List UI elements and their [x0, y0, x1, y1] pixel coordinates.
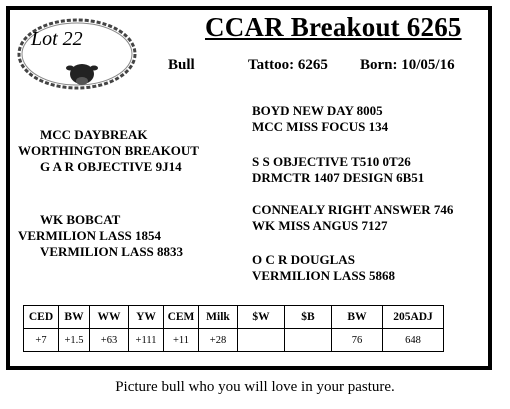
pedigree-dd-sire: O C R DOUGLAS [252, 252, 355, 267]
animal-title: CCAR Breakout 6265 [205, 12, 462, 42]
epd-header-weaned-value: $W [238, 306, 285, 329]
pedigree-pg-sire: S S OBJECTIVE T510 0T26 [252, 154, 411, 169]
pedigree-sire-dam: MCC MISS FOCUS 134 [252, 119, 389, 134]
epd-value-milk: +28 [199, 329, 238, 352]
pedigree-pg-dam: DRMCTR 1407 DESIGN 6B51 [252, 170, 425, 185]
epd-value-ww: +63 [90, 329, 129, 352]
epd-value-205adj: 648 [383, 329, 444, 352]
pedigree-dd-dam: VERMILION LASS 5868 [252, 268, 396, 283]
pedigree-sire: MCC DAYBREAK [40, 127, 148, 142]
pedigree-sire-sire: BOYD NEW DAY 8005 [252, 103, 383, 118]
lot-logo [14, 14, 140, 94]
epd-header-cem: CEM [164, 306, 199, 329]
epd-header-ww: WW [90, 306, 129, 329]
epd-header-yw: YW [129, 306, 164, 329]
epd-value-actual-bw: 76 [332, 329, 383, 352]
born-label: Born: 10/05/16 [360, 57, 455, 73]
epd-header-ced: CED [24, 306, 59, 329]
epd-value-beef-value [285, 329, 332, 352]
footer-caption: Picture bull who you will love in your pasture. [115, 379, 395, 395]
epd-header-row [24, 306, 444, 329]
tattoo-label: Tattoo: 6265 [248, 57, 328, 73]
lot-label: Lot 22 [31, 28, 83, 50]
epd-value-weaned-value [238, 329, 285, 352]
pedigree-pg-sire2: CONNEALY RIGHT ANSWER 746 [252, 202, 454, 217]
pedigree-dam: VERMILION LASS 1854 [18, 228, 162, 243]
sex-label: Bull [168, 57, 195, 73]
epd-value-ced: +7 [24, 329, 59, 352]
epd-header-actual-bw: BW [332, 306, 383, 329]
rope-oval-icon [14, 14, 140, 94]
epd-header-bw: BW [59, 306, 90, 329]
pedigree-pg-dam2: WK MISS ANGUS 7127 [252, 218, 388, 233]
pedigree-dam-sire: WK BOBCAT [40, 212, 121, 227]
epd-value-cem: +11 [164, 329, 199, 352]
epd-header-milk: Milk [199, 306, 238, 329]
pedigree-paternal-grandsire: G A R OBJECTIVE 9J14 [40, 159, 182, 174]
epd-table [23, 305, 444, 352]
epd-header-beef-value: $B [285, 306, 332, 329]
epd-value-row [24, 329, 444, 352]
pedigree-paternal-line: WORTHINGTON BREAKOUT [18, 143, 199, 158]
pedigree-dam-dam: VERMILION LASS 8833 [40, 244, 184, 259]
bull-head-icon [66, 64, 98, 85]
epd-value-yw: +111 [129, 329, 164, 352]
epd-header-205adj: 205ADJ [383, 306, 444, 329]
epd-value-bw: +1.5 [59, 329, 90, 352]
